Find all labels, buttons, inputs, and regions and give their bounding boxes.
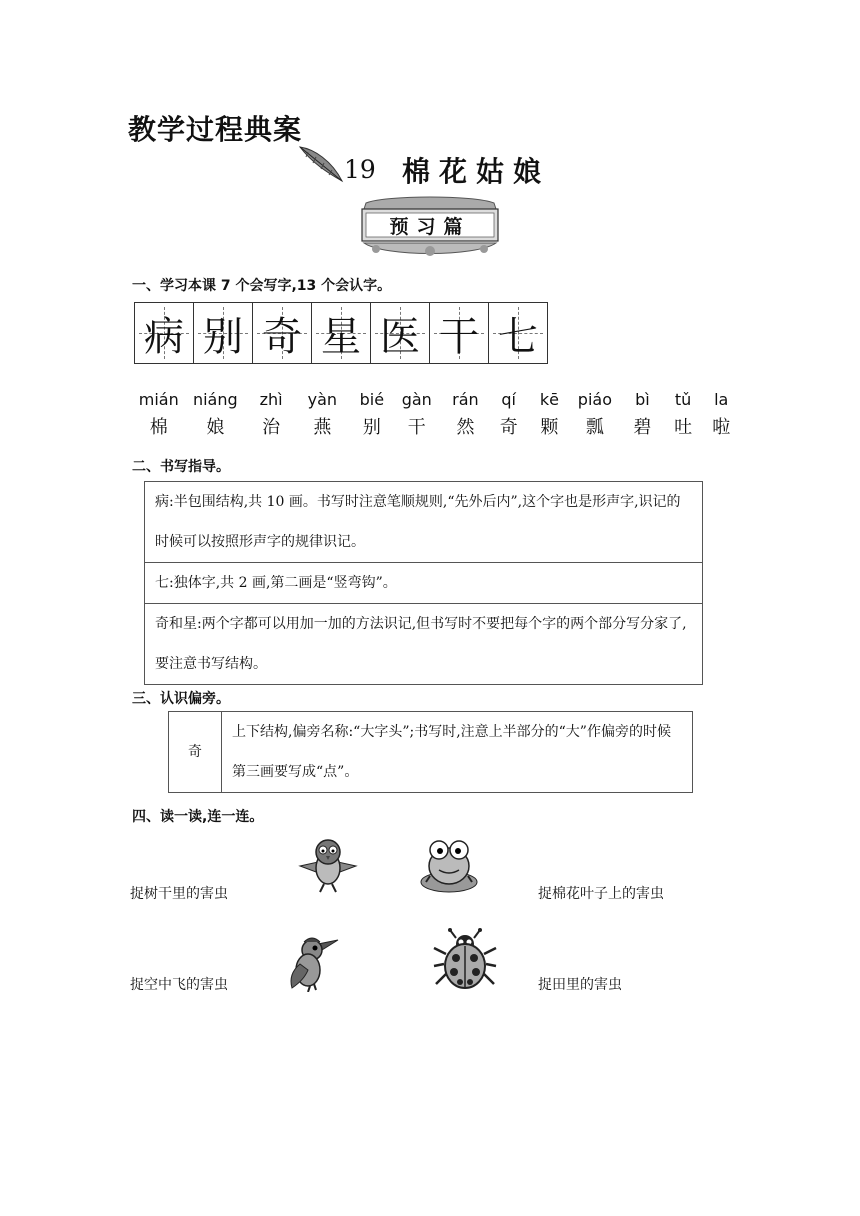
hanzi-text: 燕	[313, 417, 332, 438]
pinyin-text: la	[714, 390, 729, 409]
match-left-bottom[interactable]: 捉空中飞的害虫	[130, 977, 228, 993]
pinyin-char-item	[398, 390, 436, 439]
pinyin-char-item	[668, 390, 699, 439]
preview-badge-label: 预习篇	[389, 216, 471, 238]
hanzi-text: 别	[362, 417, 381, 438]
ladybug-icon[interactable]	[432, 928, 498, 992]
bird-icon[interactable]	[296, 836, 360, 896]
radical-char: 奇	[169, 712, 222, 793]
guide-row: 奇和星:两个字都可以用加一加的方法识记,但书写时不要把每个字的两个部分写分家了,要注意书写结构。	[145, 604, 703, 685]
hanzi-text: 棉	[149, 417, 168, 438]
grid-cell: 医	[371, 303, 430, 363]
pinyin-char-list	[134, 390, 734, 439]
pinyin-char-item	[134, 390, 183, 439]
pinyin-char-item	[253, 390, 289, 439]
section-2-title: 二、书写指导。	[132, 459, 230, 475]
pinyin-text: qí	[501, 390, 516, 409]
pinyin-text: bié	[359, 390, 385, 409]
guide-row: 七:独体字,共 2 画,第二画是“竖弯钩”。	[145, 563, 703, 604]
hanzi-text: 干	[407, 417, 426, 438]
grid-cell: 星	[312, 303, 371, 363]
woodpecker-icon[interactable]	[282, 934, 340, 992]
pinyin-text: piáo	[577, 390, 612, 409]
pinyin-char-item	[708, 390, 734, 439]
pinyin-char-item	[534, 390, 565, 439]
pinyin-text: mián	[138, 390, 179, 409]
section-4-title: 四、读一读,连一连。	[132, 809, 264, 825]
hanzi-text: 瓢	[585, 417, 604, 438]
pinyin-char-item	[301, 390, 344, 439]
hanzi-text: 颗	[540, 417, 559, 438]
grid-cell: 病	[135, 303, 194, 363]
hanzi-text: 然	[456, 417, 475, 438]
writing-guide-table	[144, 481, 703, 685]
hanzi-text: 啦	[712, 417, 731, 438]
feather-icon	[298, 143, 346, 185]
pinyin-text: bì	[635, 390, 650, 409]
grid-cell: 奇	[253, 303, 312, 363]
hanzi-text: 娘	[206, 417, 225, 438]
pinyin-char-item	[448, 390, 484, 439]
pinyin-char-item	[191, 390, 239, 439]
match-left-top[interactable]: 捉树干里的害虫	[130, 886, 228, 902]
pinyin-text: yàn	[307, 390, 338, 409]
pinyin-char-item	[627, 390, 658, 439]
frog-icon[interactable]	[418, 832, 480, 894]
guide-row: 病:半包围结构,共 10 画。书写时注意笔顺规则,“先外后内”,这个字也是形声字,识记的时候可以按照形声字的规律识记。	[145, 482, 703, 563]
radical-description: 上下结构,偏旁名称:“大字头”;书写时,注意上半部分的“大”作偏旁的时候第三画要写成“点”。	[222, 712, 693, 793]
hanzi-text: 吐	[674, 417, 693, 438]
lesson-number: 19	[344, 155, 376, 184]
radical-table	[168, 711, 693, 793]
pinyin-text: rán	[452, 390, 479, 409]
pinyin-text: zhì	[259, 390, 283, 409]
hanzi-text: 奇	[499, 417, 518, 438]
pinyin-text: niáng	[192, 390, 238, 409]
page-title: 教学过程典案	[128, 113, 303, 146]
grid-cell: 干	[430, 303, 489, 363]
hanzi-text: 碧	[633, 417, 652, 438]
grid-cell: 七	[489, 303, 547, 363]
hanzi-text: 治	[262, 417, 281, 438]
writing-char-grid	[134, 302, 548, 364]
pinyin-text: kē	[539, 390, 559, 409]
match-right-bottom[interactable]: 捉田里的害虫	[538, 977, 622, 993]
pinyin-char-item	[573, 390, 617, 439]
lesson-title: 棉花姑娘	[402, 155, 551, 188]
grid-cell: 别	[194, 303, 253, 363]
match-right-top[interactable]: 捉棉花叶子上的害虫	[538, 886, 664, 902]
section-3-title: 三、认识偏旁。	[132, 691, 230, 707]
section-1-title: 一、学习本课 7 个会写字,13 个会认字。	[132, 278, 392, 294]
pinyin-text: gàn	[401, 390, 432, 409]
pinyin-text: tǔ	[674, 390, 692, 409]
pinyin-char-item	[356, 390, 388, 439]
pinyin-char-item	[493, 390, 524, 439]
